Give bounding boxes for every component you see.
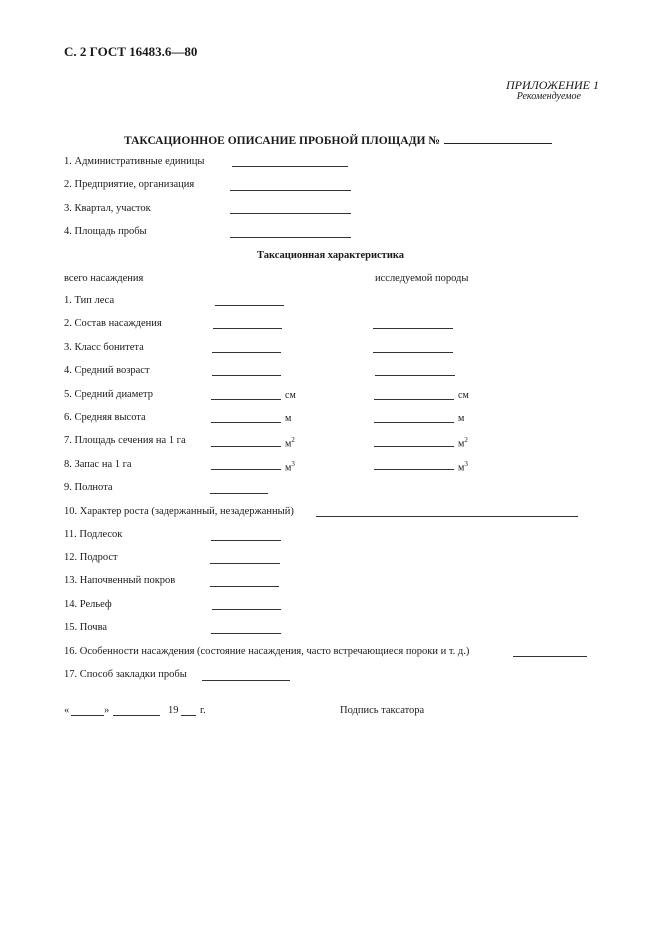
unit-m3-total-base: м xyxy=(285,462,292,474)
tax-item-16: 16. Особенности насаждения (состояние насаждения, часто встречающиеся пороки и т. д.) xyxy=(64,646,470,657)
stock-total-field[interactable] xyxy=(211,469,281,470)
column-left-label: всего насаждения xyxy=(64,273,144,284)
tax-item-14: 14. Рельеф xyxy=(64,599,112,610)
appendix-subtitle: Рекомендуемое xyxy=(516,91,581,102)
tax-item-2: 2. Состав насаждения xyxy=(64,318,162,329)
general-item-1: 1. Административные единицы xyxy=(64,156,205,167)
plot-number-field[interactable] xyxy=(444,133,552,144)
forest-type-total-field[interactable] xyxy=(215,305,284,306)
unit-m2-species-exp: 2 xyxy=(464,436,468,444)
stand-features-field[interactable] xyxy=(513,656,587,657)
date-quote-open: « xyxy=(64,705,70,716)
age-species-field[interactable] xyxy=(375,375,455,376)
stock-species-field[interactable] xyxy=(374,469,454,470)
unit-m3-total xyxy=(285,460,295,473)
tax-item-9: 9. Полнота xyxy=(64,482,113,493)
form-title-text: ТАКСАЦИОННОЕ ОПИСАНИЕ ПРОБНОЙ ПЛОЩАДИ № xyxy=(124,135,440,147)
unit-cm-total: см xyxy=(285,390,296,401)
general-item-3: 3. Квартал, участок xyxy=(64,203,151,214)
density-field[interactable] xyxy=(210,493,268,494)
date-year-suffix: г. xyxy=(200,705,206,716)
tax-item-10: 10. Характер роста (задержанный, незадержанный) xyxy=(64,506,294,517)
unit-m2-total-exp: 2 xyxy=(291,436,295,444)
growth-character-field[interactable] xyxy=(316,516,578,517)
date-quote-close: » xyxy=(104,705,110,716)
soil-field[interactable] xyxy=(211,633,281,634)
bonitet-species-field[interactable] xyxy=(373,352,453,353)
tax-item-11: 11. Подлесок xyxy=(64,529,123,540)
date-month-field[interactable] xyxy=(113,715,160,716)
unit-m2-species-base: м xyxy=(458,438,465,450)
unit-m-species: м xyxy=(458,413,465,424)
form-title xyxy=(124,133,552,147)
tax-item-4: 4. Средний возраст xyxy=(64,365,150,376)
tax-item-7: 7. Площадь сечения на 1 га xyxy=(64,435,186,446)
tax-item-17: 17. Способ закладки пробы xyxy=(64,669,187,680)
height-species-field[interactable] xyxy=(374,422,454,423)
section-title: Таксационная характеристика xyxy=(256,250,405,261)
unit-m2-total xyxy=(285,436,295,449)
appendix-title: ПРИЛОЖЕНИЕ 1 xyxy=(506,78,599,92)
tax-item-3: 3. Класс бонитета xyxy=(64,342,144,353)
tax-item-8: 8. Запас на 1 га xyxy=(64,459,132,470)
unit-m2-total-base: м xyxy=(285,438,292,450)
tax-item-15: 15. Почва xyxy=(64,622,108,633)
quarter-field[interactable] xyxy=(230,213,351,214)
age-total-field[interactable] xyxy=(212,375,281,376)
young-growth-field[interactable] xyxy=(210,563,280,564)
signature-label: Подпись таксатора xyxy=(340,705,425,716)
administrative-units-field[interactable] xyxy=(232,166,348,167)
diameter-total-field[interactable] xyxy=(211,399,281,400)
unit-m2-species xyxy=(458,436,468,449)
tax-item-13: 13. Напочвенный покров xyxy=(64,575,176,586)
column-right-label: исследуемой породы xyxy=(375,273,469,284)
basal-area-total-field[interactable] xyxy=(211,446,281,447)
organization-field[interactable] xyxy=(230,190,351,191)
diameter-species-field[interactable] xyxy=(374,399,454,400)
date-year-field[interactable] xyxy=(181,715,196,716)
unit-m3-species-base: м xyxy=(458,462,465,474)
unit-m-total: м xyxy=(285,413,292,424)
unit-m3-species-exp: 3 xyxy=(464,460,468,468)
date-year-prefix: 19 xyxy=(168,705,179,716)
unit-m3-species xyxy=(458,460,468,473)
composition-species-field[interactable] xyxy=(373,328,453,329)
plot-area-field[interactable] xyxy=(230,237,351,238)
tax-item-1: 1. Тип леса xyxy=(64,295,115,306)
tax-item-6: 6. Средняя высота xyxy=(64,412,146,423)
unit-m3-total-exp: 3 xyxy=(291,460,295,468)
height-total-field[interactable] xyxy=(211,422,281,423)
unit-cm-species: см xyxy=(458,390,469,401)
tax-item-12: 12. Подрост xyxy=(64,552,118,563)
general-item-4: 4. Площадь пробы xyxy=(64,226,147,237)
date-day-field[interactable] xyxy=(71,715,104,716)
undergrowth-field[interactable] xyxy=(211,540,281,541)
document-header: С. 2 ГОСТ 16483.6—80 xyxy=(64,44,198,59)
basal-area-species-field[interactable] xyxy=(374,446,454,447)
plot-method-field[interactable] xyxy=(202,680,290,681)
tax-item-5: 5. Средний диаметр xyxy=(64,389,153,400)
ground-cover-field[interactable] xyxy=(210,586,279,587)
relief-field[interactable] xyxy=(212,609,281,610)
composition-total-field[interactable] xyxy=(213,328,282,329)
bonitet-total-field[interactable] xyxy=(212,352,281,353)
general-item-2: 2. Предприятие, организация xyxy=(64,179,195,190)
